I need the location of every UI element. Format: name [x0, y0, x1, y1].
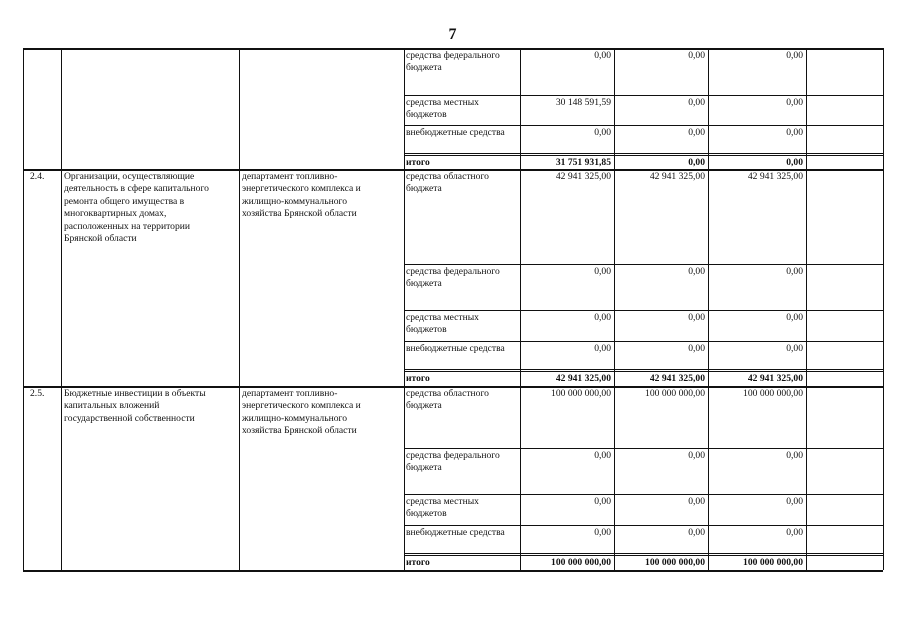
table-rule	[404, 155, 883, 156]
total-amount: 100 000 000,00	[551, 557, 611, 568]
funding-source-label: средства федерального бюджета	[406, 266, 500, 290]
total-amount: 0,00	[688, 157, 705, 168]
amount-cell: 0,00	[786, 127, 803, 138]
amount-cell: 0,00	[688, 343, 705, 354]
funding-source-label: средства местных бюджетов	[406, 496, 479, 520]
total-amount: 42 941 325,00	[555, 373, 611, 384]
table-rule	[404, 95, 883, 96]
total-amount: 42 941 325,00	[649, 373, 705, 384]
amount-cell: 0,00	[594, 50, 611, 61]
amount-cell: 0,00	[688, 50, 705, 61]
table-rule	[404, 310, 883, 311]
table-rule	[708, 48, 709, 570]
table-rule	[614, 48, 615, 570]
table-rule	[23, 570, 883, 572]
executor-name: департамент топливно- энергетического комплекса и жилищно-коммунального хозяйства Брянской области	[242, 388, 361, 437]
amount-cell: 0,00	[688, 127, 705, 138]
amount-cell: 0,00	[688, 450, 705, 461]
amount-cell: 30 148 591,59	[555, 97, 611, 108]
funding-source-label: средства местных бюджетов	[406, 312, 479, 336]
table-rule	[23, 48, 24, 570]
amount-cell: 0,00	[786, 343, 803, 354]
amount-cell: 0,00	[594, 450, 611, 461]
table-rule	[806, 48, 807, 570]
funding-source-label: средства местных бюджетов	[406, 97, 479, 121]
page-number: 7	[448, 26, 457, 43]
funding-source-label: средства областного бюджета	[406, 171, 489, 195]
amount-cell: 0,00	[786, 312, 803, 323]
total-label: итого	[406, 557, 430, 568]
amount-cell: 0,00	[786, 496, 803, 507]
executor-name: департамент топливно- энергетического комплекса и жилищно-коммунального хозяйства Брянской области	[242, 171, 361, 220]
amount-cell: 42 941 325,00	[555, 171, 611, 182]
amount-cell: 0,00	[786, 50, 803, 61]
table-rule	[239, 48, 240, 570]
table-rule	[404, 341, 883, 342]
amount-cell: 0,00	[594, 266, 611, 277]
amount-cell: 0,00	[594, 343, 611, 354]
amount-cell: 0,00	[688, 496, 705, 507]
funding-source-label: средства областного бюджета	[406, 388, 489, 412]
table-rule	[404, 494, 883, 495]
amount-cell: 100 000 000,00	[645, 388, 705, 399]
amount-cell: 100 000 000,00	[551, 388, 611, 399]
table-rule	[61, 48, 62, 570]
total-amount: 31 751 931,85	[555, 157, 611, 168]
item-number: 2.4.	[30, 171, 45, 182]
table-rule	[404, 369, 883, 370]
total-amount: 42 941 325,00	[747, 373, 803, 384]
table-rule	[520, 48, 521, 570]
amount-cell: 42 941 325,00	[649, 171, 705, 182]
total-amount: 100 000 000,00	[743, 557, 803, 568]
total-amount: 100 000 000,00	[645, 557, 705, 568]
funding-source-label: внебюджетные средства	[406, 343, 505, 354]
amount-cell: 0,00	[594, 312, 611, 323]
funding-source-label: средства федерального бюджета	[406, 50, 500, 74]
amount-cell: 0,00	[786, 450, 803, 461]
amount-cell: 0,00	[594, 496, 611, 507]
item-number: 2.5.	[30, 388, 45, 399]
amount-cell: 0,00	[688, 97, 705, 108]
item-name: Организации, осуществляющие деятельность в сфере капитального ремонта общего имущества в многоквартирных домах, расположенных на территории Брянской области	[64, 171, 209, 245]
table-rule	[883, 48, 884, 570]
amount-cell: 0,00	[786, 266, 803, 277]
total-label: итого	[406, 373, 430, 384]
total-amount: 0,00	[786, 157, 803, 168]
amount-cell: 0,00	[688, 312, 705, 323]
table-rule	[404, 153, 883, 154]
table-rule	[404, 555, 883, 556]
amount-cell: 100 000 000,00	[743, 388, 803, 399]
item-name: Бюджетные инвестиции в объекты капитальных вложений государственной собственности	[64, 388, 206, 424]
amount-cell: 0,00	[688, 266, 705, 277]
amount-cell: 0,00	[688, 527, 705, 538]
funding-source-label: внебюджетные средства	[406, 527, 505, 538]
funding-source-label: средства федерального бюджета	[406, 450, 500, 474]
table-rule	[404, 448, 883, 449]
total-label: итого	[406, 157, 430, 168]
amount-cell: 0,00	[594, 127, 611, 138]
table-rule	[404, 525, 883, 526]
table-rule	[404, 371, 883, 372]
table-rule	[404, 125, 883, 126]
amount-cell: 0,00	[594, 527, 611, 538]
amount-cell: 0,00	[786, 527, 803, 538]
table-rule	[404, 553, 883, 554]
amount-cell: 42 941 325,00	[747, 171, 803, 182]
amount-cell: 0,00	[786, 97, 803, 108]
table-rule	[404, 264, 883, 265]
funding-source-label: внебюджетные средства	[406, 127, 505, 138]
table-rule	[404, 48, 405, 570]
